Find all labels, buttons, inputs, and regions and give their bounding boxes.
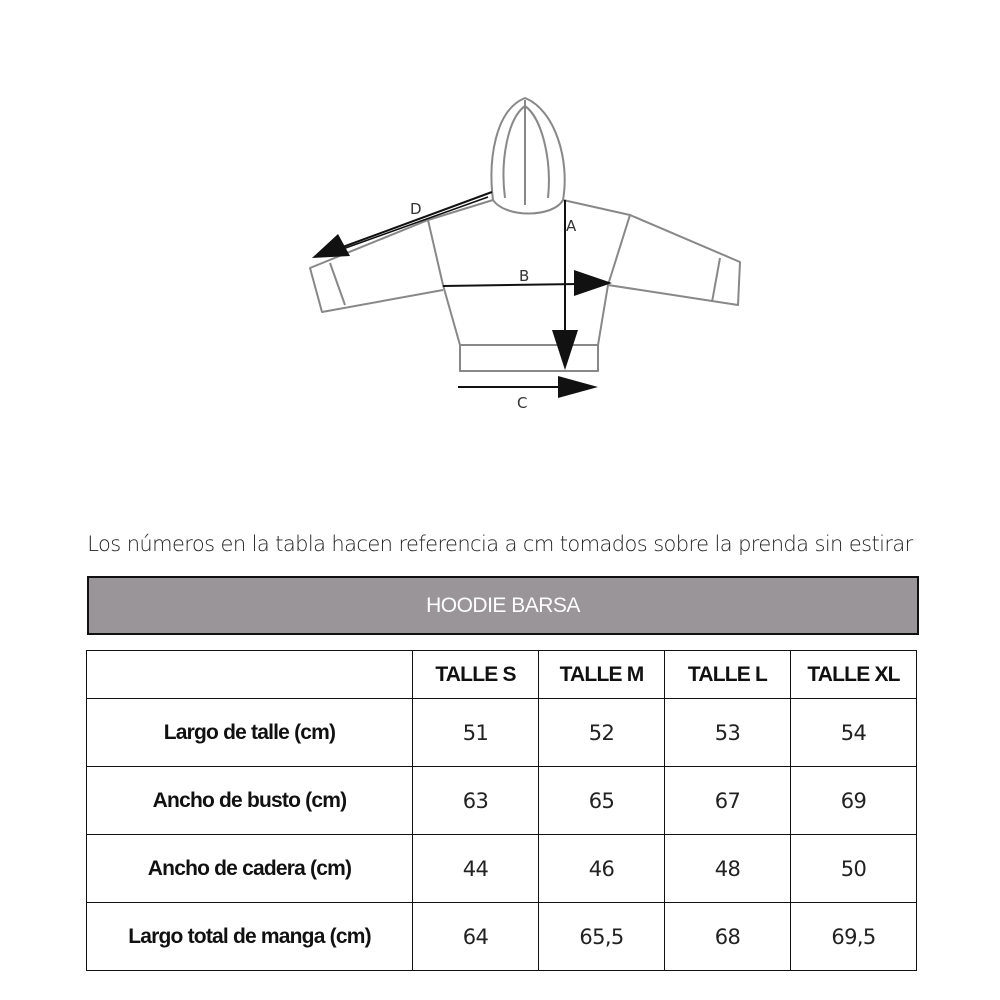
size-chart-table [86,650,917,971]
table-cell: 53 [665,699,791,767]
header-size-s: TALLE S [413,651,539,699]
table-cell: 63 [413,767,539,835]
table-row [87,699,917,767]
arrow-b-line [443,284,578,286]
table-cell: 69,5 [791,903,917,971]
table-row [87,835,917,903]
table-cell: 54 [791,699,917,767]
table-cell: 48 [665,835,791,903]
header-size-l: TALLE L [665,651,791,699]
hood [492,98,565,214]
table-caption: Los números en la tabla hacen referencia a cm tomados sobre la prenda sin estirar [87,532,913,556]
label-c: C [517,394,528,412]
right-cuff [712,258,720,302]
left-cuff [330,263,345,305]
table-cell: 50 [791,835,917,903]
label-a: A [566,217,577,235]
arrow-c-head [558,376,598,398]
row-label: Ancho de cadera (cm) [87,835,413,903]
product-title: HOODIE BARSA [426,593,580,617]
header-size-xl: TALLE XL [791,651,917,699]
table-row [87,903,917,971]
table-cell: 46 [539,835,665,903]
label-b: B [519,267,530,285]
table-cell: 65,5 [539,903,665,971]
table-cell: 51 [413,699,539,767]
label-d: D [410,200,422,218]
waistband [460,345,598,371]
table-cell: 44 [413,835,539,903]
row-label: Largo total de manga (cm) [87,903,413,971]
table-cell: 65 [539,767,665,835]
table-cell: 67 [665,767,791,835]
table-cell: 52 [539,699,665,767]
table-cell: 64 [413,903,539,971]
hoodie-measurement-diagram [300,90,760,420]
table-row [87,767,917,835]
product-title-bar [87,576,919,635]
hood-inner [504,106,549,198]
table-cell: 68 [665,903,791,971]
header-corner [87,651,413,699]
arrow-a-head [552,330,578,370]
arrow-d-head [312,234,350,258]
row-label: Ancho de busto (cm) [87,767,413,835]
row-label: Largo de talle (cm) [87,699,413,767]
measurement-labels [410,200,577,412]
table-header-row [87,651,917,699]
header-size-m: TALLE M [539,651,665,699]
table-cell: 69 [791,767,917,835]
